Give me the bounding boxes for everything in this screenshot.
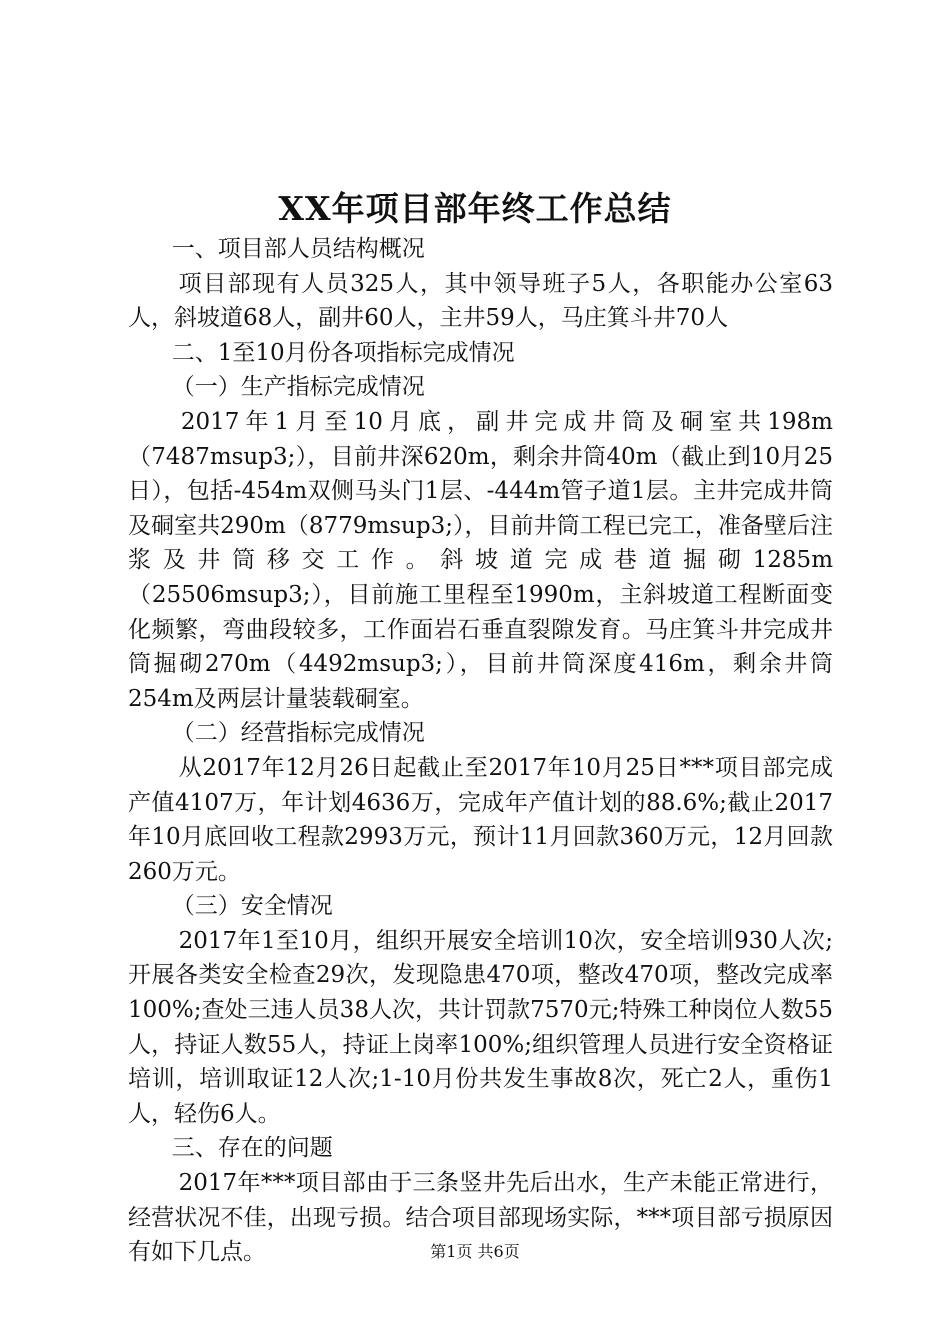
paragraph-problems: 2017年***项目部由于三条竖井先后出水，生产未能正常进行，经营状况不佳，出现亏损。结合项目部现场实际，***项目部亏损原因有如下几点。 [128,1170,833,1266]
paragraph-production: 2017年1月至10月底，副井完成井筒及硐室共198m（7487msup3;），目前井深620m，剩余井筒40m（截止到10月25日），包括-454m双侧马头门1层、-444m管子道1层。主井完成井筒及硐室共290m（8779msup3;），目前井筒工程已完工，准备壁后注浆及井筒移交工作。斜坡道完成巷道掘砌1285m（25506msup3;），目前施工里程至1990m，主斜坡道工程断面变化频繁，弯曲段较多，工作面岩石垂直裂隙发育。马庄箕斗井完成井筒掘砌270m（4492msup3;），目前井筒深度416m，剩余井筒254m及两层计量装载硐室。 [128,408,833,712]
paragraph-safety: 2017年1至10月，组织开展安全培训10次，安全培训930人次;开展各类安全检查29次，发现隐患470项，整改470项，整改完成率100%;查处三违人员38人次，共计罚款7570元;特殊工种岗位人数55人，持证人数55人，持证上岗率100%;组织管理人员进行安全资格证培训，培训取证12人次;1-10月份共发生事故8次，死亡2人，重伤1人，轻伤6人。 [128,927,833,1127]
paragraph-staff-structure: 项目部现有人员325人，其中领导班子5人，各职能办公室63人，斜坡道68人，副井60人，主井59人，马庄箕斗井70人 [128,270,833,332]
section-heading-1: 一、项目部人员结构概况 [171,236,425,262]
paragraph-operations: 从2017年12月26日起截止至2017年10月25日***项目部完成产值4107万，年计划4636万，完成年产值计划的88.6%;截止2017年10月底回收工程款2993万元，预计11月回款360万元，12月回款260万元。 [128,754,833,885]
document-body [128,232,833,1270]
section-heading-3: 三、存在的问题 [171,1135,333,1162]
document-title: XX年项目部年终工作总结 [278,189,672,228]
section-heading-2: 二、1至10月份各项指标完成情况 [171,339,515,366]
subsection-heading-operations: （二）经营指标完成情况 [171,720,425,747]
subsection-heading-safety: （三）安全情况 [171,893,333,920]
page-footer: 第1页 共6页 [430,1242,520,1261]
subsection-heading-production: （一）生产指标完成情况 [171,374,425,401]
